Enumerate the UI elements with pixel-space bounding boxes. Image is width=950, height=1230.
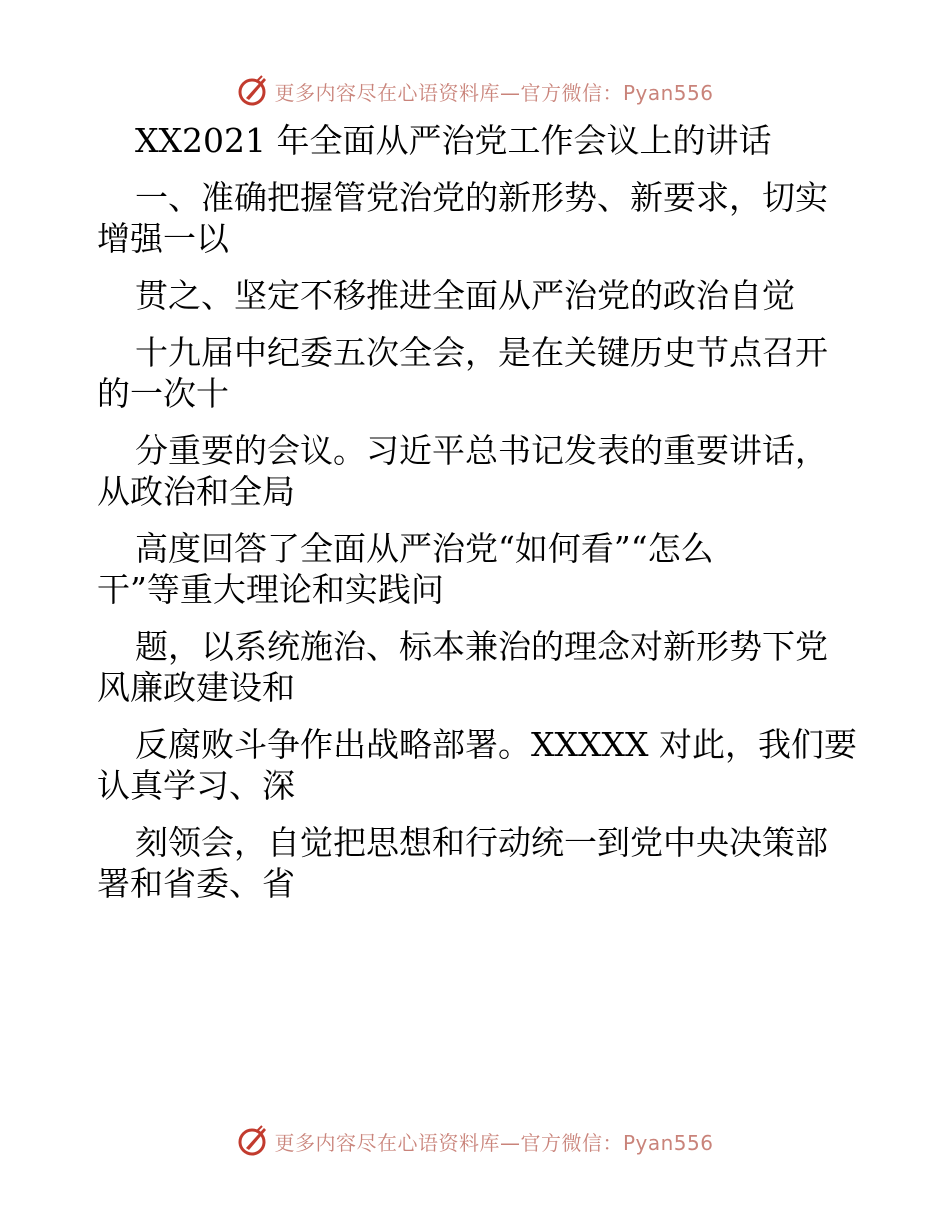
header-banner-text: 更多内容尽在心语资料库—官方微信：Pyan556: [274, 80, 714, 105]
paragraph-line: 增强一以: [97, 219, 229, 258]
header-banner: [0, 71, 950, 111]
paragraph-line: 一、准确把握管党治党的新形势、新要求，切实: [135, 178, 828, 217]
quill-logo-icon: [236, 1124, 270, 1158]
paragraph-line: 干”等重大理论和实践问: [97, 570, 444, 609]
paragraph-line: 反腐败斗争作出战略部署。XXXXX 对此，我们要: [135, 725, 857, 764]
quill-logo-icon: [236, 74, 270, 108]
paragraph-line: 从政治和全局: [97, 472, 295, 511]
paragraph-line: 高度回答了全面从严治党“如何看”“怎么: [135, 529, 714, 568]
footer-banner-text: 更多内容尽在心语资料库—官方微信：Pyan556: [274, 1130, 714, 1155]
paragraph-line: 认真学习、深: [97, 766, 295, 805]
paragraph-line: 署和省委、省: [97, 864, 295, 903]
paragraph-line: 分重要的会议。习近平总书记发表的重要讲话，: [135, 431, 828, 470]
paragraph-line: 的一次十: [97, 374, 229, 413]
paragraph-line: 十九届中纪委五次全会，是在关键历史节点召开: [135, 333, 828, 372]
document-title: XX2021 年全面从严治党工作会议上的讲话: [135, 121, 772, 160]
footer-banner: [0, 1121, 950, 1161]
document-body: [97, 122, 867, 922]
paragraph-line: 贯之、坚定不移推进全面从严治党的政治自觉: [135, 276, 795, 315]
paragraph-line: 题，以系统施治、标本兼治的理念对新形势下党: [135, 627, 828, 666]
paragraph-line: 风廉政建设和: [97, 668, 295, 707]
paragraph-line: 刻领会，自觉把思想和行动统一到党中央决策部: [135, 823, 828, 862]
